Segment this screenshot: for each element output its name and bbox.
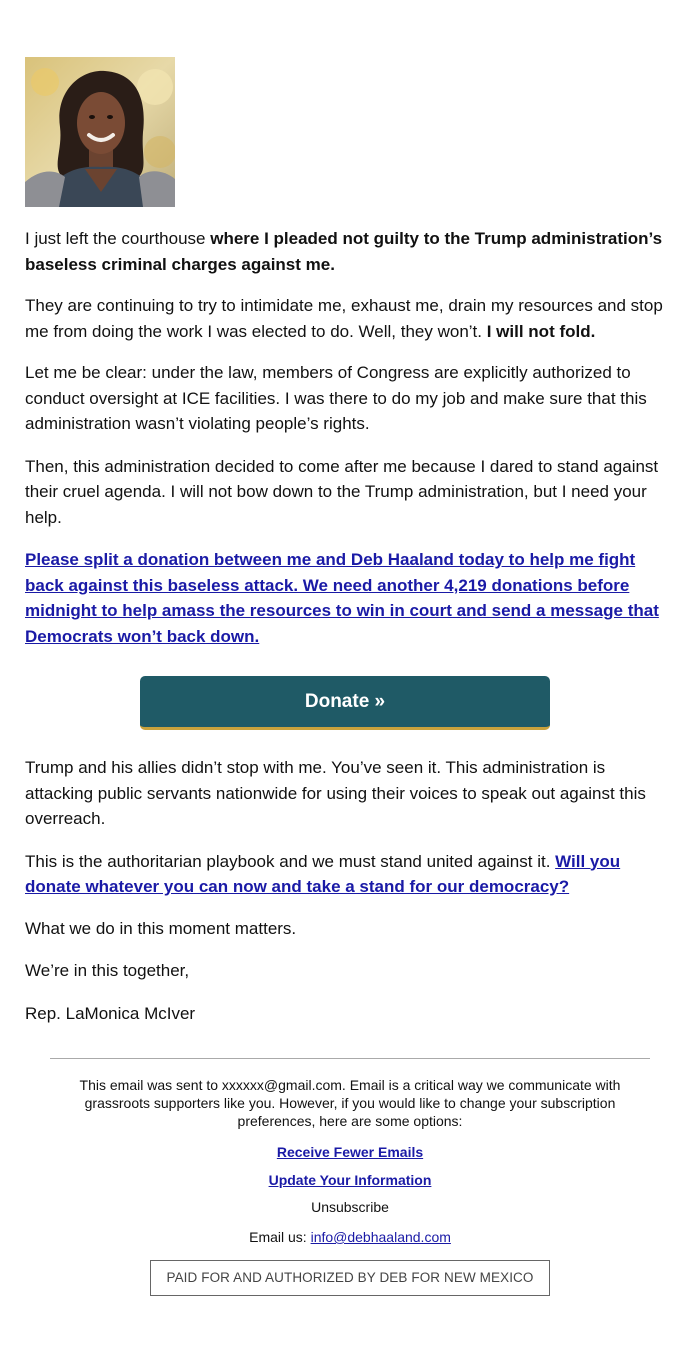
unsubscribe-link[interactable]: Unsubscribe	[311, 1199, 389, 1215]
signature: Rep. LaMonica McIver	[25, 1003, 196, 1023]
donation-split-link[interactable]: Please split a donation between me and Deb Haaland today to help me fight back against this baseless attack. We need another 4,219 donations before midnight to help amass the resources to win in court and send a message that Democrats won’t back down.	[25, 550, 659, 646]
sender-photo	[25, 57, 175, 207]
email-us-label: Email us:	[249, 1229, 311, 1245]
email-us-row	[50, 1228, 650, 1246]
democracy-donate-link[interactable]: Will you donate whatever you can now and take a stand for our democracy?	[25, 851, 621, 896]
paid-for-disclaimer: PAID FOR AND AUTHORIZED BY DEB FOR NEW MEXICO	[150, 1260, 550, 1296]
donate-button-container	[25, 676, 665, 730]
paragraph-1-text: I just left the courthouse	[25, 229, 211, 248]
paragraph-7	[25, 849, 665, 900]
donate-button[interactable]: Donate »	[140, 676, 550, 730]
portrait-image	[25, 57, 175, 207]
paid-for-row	[50, 1260, 650, 1296]
paragraph-6: Trump and his allies didn’t stop with me. You’ve seen it. This administration is attacking public servants nationwide for using their voices to speak out against this overreach.	[25, 758, 646, 828]
paragraph-5	[25, 547, 665, 649]
fewer-emails-row	[50, 1143, 650, 1161]
paragraph-2	[25, 293, 665, 344]
paragraph-8: What we do in this moment matters.	[25, 918, 297, 938]
paragraph-2-text: They are continuing to try to intimidate me, exhaust me, drain my resources and stop me from doing the work I was elected to do. Well, they won’t.	[25, 296, 663, 341]
email-footer	[50, 1058, 650, 1296]
paragraph-4: Then, this administration decided to come after me because I dared to stand against their cruel agenda. I will not bow down to the Trump administration, but I need your help.	[25, 456, 659, 527]
paragraph-3: Let me be clear: under the law, members of Congress are explicitly authorized to conduct oversight at ICE facilities. I was there to do my job and make sure that this administration wasn’t violating people’s rights.	[25, 363, 647, 433]
paragraph-2-bold: I will not fold.	[486, 321, 596, 341]
update-info-row	[50, 1171, 650, 1189]
contact-email-link[interactable]: info@debhaaland.com	[310, 1229, 451, 1245]
update-information-link[interactable]: Update Your Information	[268, 1172, 432, 1188]
footer-note: This email was sent to xxxxxx@gmail.com. Email is a critical way we communicate with grassroots supporters like you. However, if you would like to change your subscription preferences, here are some options:	[79, 1077, 621, 1129]
paragraph-7-text: This is the authoritarian playbook and we must stand united against it.	[25, 851, 556, 871]
paragraph-1-bold: where I pleaded not guilty to the Trump administration’s baseless criminal charges against me.	[25, 229, 663, 274]
receive-fewer-emails-link[interactable]: Receive Fewer Emails	[276, 1144, 424, 1160]
email-body	[25, 57, 665, 1026]
paragraph-1	[25, 226, 665, 277]
paragraph-9: We’re in this together,	[25, 961, 190, 980]
